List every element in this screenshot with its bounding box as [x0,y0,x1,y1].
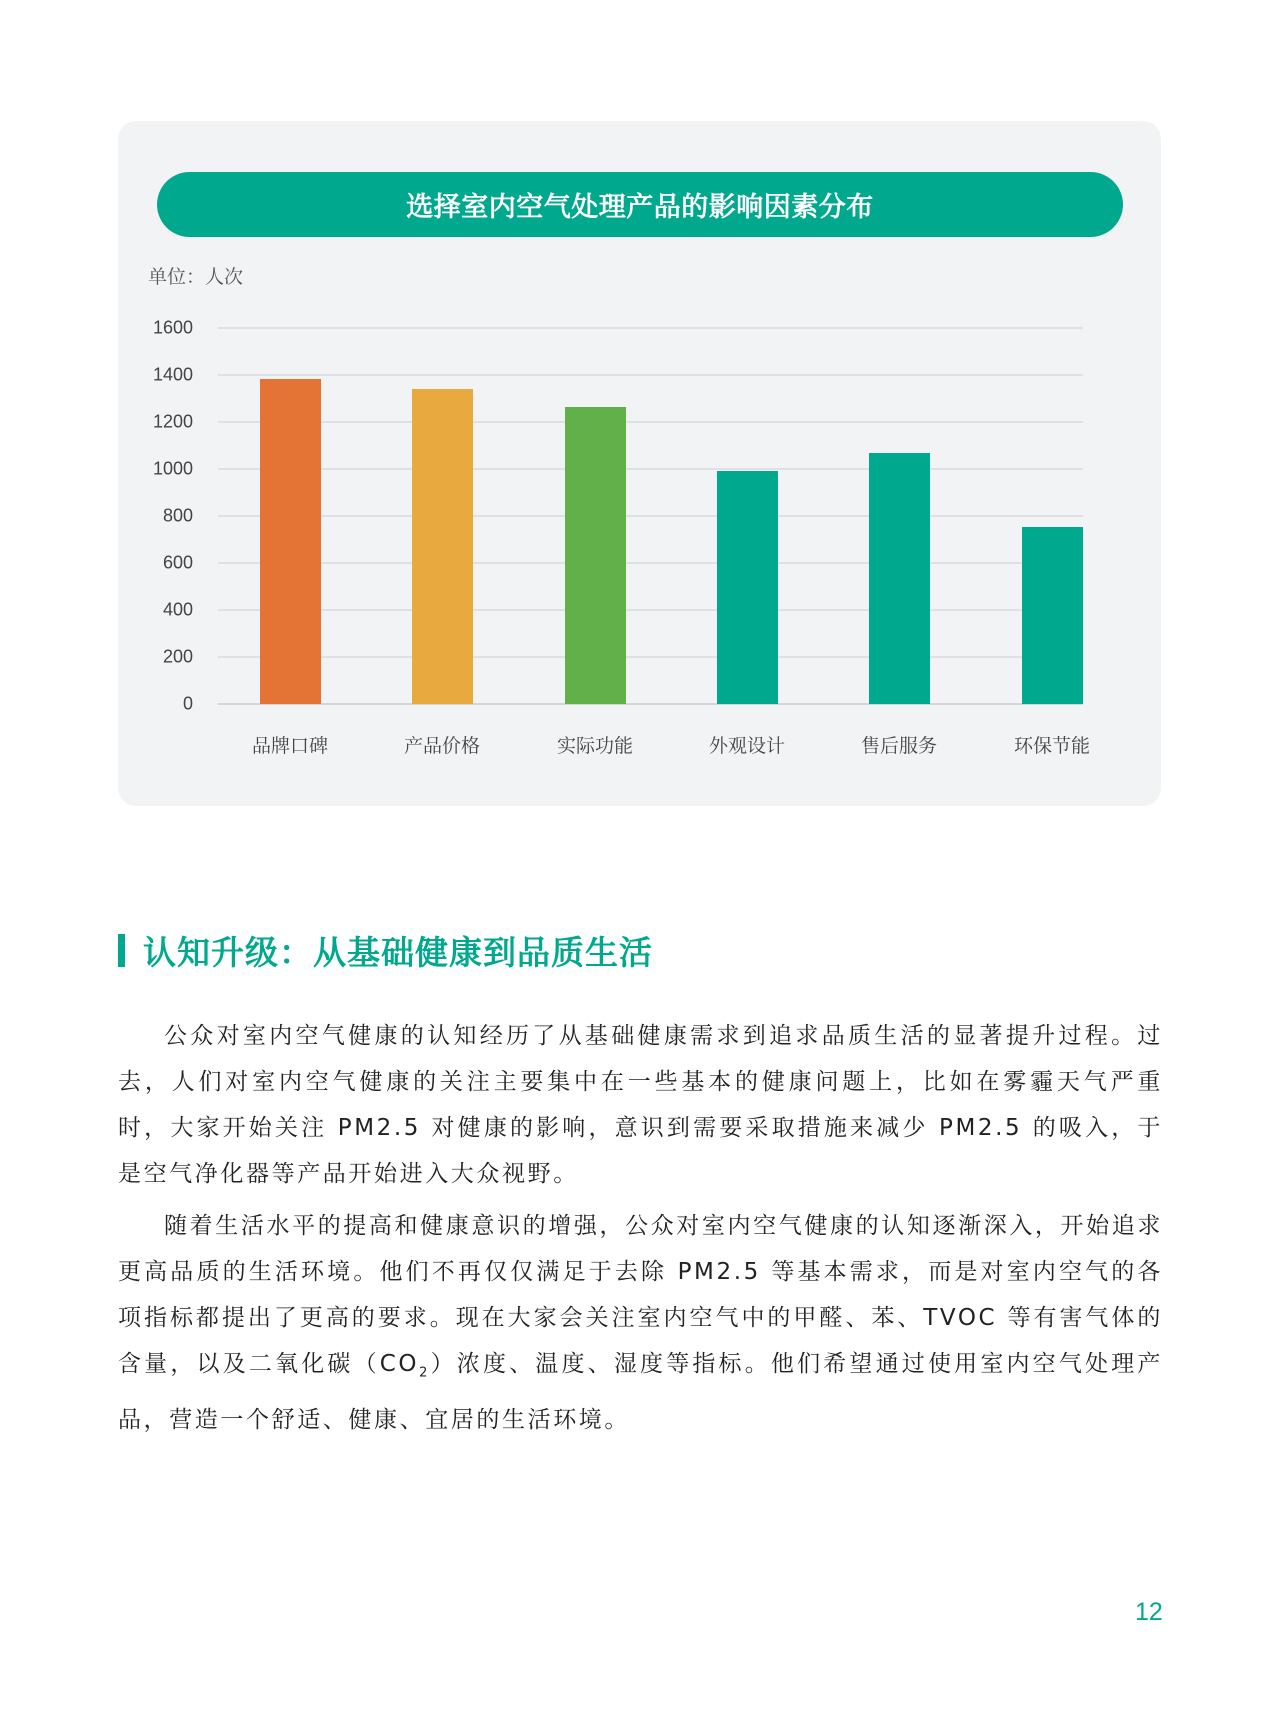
gridline [218,609,1083,611]
y-axis-tick-label: 1600 [152,317,193,338]
y-axis-tick-label: 0 [182,693,193,714]
y-axis-tick-label: 600 [162,552,193,573]
paragraph-2-part-2: ）浓度、温度、湿度等指标。他们希望通过使用室内空气处理产品，营造一个舒适、健康、宜居的生活环境。 [118,1351,1163,1433]
bar-4 [717,471,778,704]
y-axis-tick-label: 1200 [152,411,193,432]
section-accent-bar [118,934,125,967]
gridline [218,562,1083,564]
y-axis-tick-label: 400 [162,599,193,620]
paragraph-1 [118,1013,1163,1197]
x-axis-category-label: 产品价格 [403,735,480,757]
page-number: 12 [1135,1598,1163,1626]
section-heading-text: 认知升级：从基础健康到品质生活 [143,932,653,972]
y-axis-tick-label: 800 [162,505,193,526]
co2-subscript: 2 [419,1365,431,1381]
bar-chart-plot [118,121,1161,806]
chart-card [118,121,1161,806]
x-axis-category-label: 外观设计 [708,735,785,757]
x-axis-category-label: 环保节能 [1013,735,1090,757]
x-axis-category-label: 售后服务 [860,735,937,757]
y-axis-tick-label: 1000 [152,458,193,479]
x-axis-category-label: 品牌口碑 [251,735,328,757]
chart-unit-label: 单位：人次 [148,266,244,288]
gridline [218,468,1083,470]
gridline [218,374,1083,376]
paragraph-2 [118,1203,1163,1443]
section-heading [118,930,653,970]
bar-5 [869,453,930,704]
y-axis-tick-label: 1400 [152,364,193,385]
bar-6 [1022,527,1083,704]
gridline [218,703,1083,705]
x-axis-category-label: 实际功能 [556,735,633,757]
gridline [218,656,1083,658]
y-axis-tick-label: 200 [162,646,193,667]
gridline [218,327,1083,329]
gridline [218,421,1083,423]
bar-1 [260,379,321,704]
paragraph-2-part-1: 随着生活水平的提高和健康意识的增强，公众对室内空气健康的认知逐渐深入，开始追求更高品质的生活环境。他们不再仅仅满足于去除 PM2.5 等基本需求，而是对室内空气的各项指标都提出了更高的要求。现在大家会关注室内空气中的甲醛、苯、TVOC 等有害气体的含量，以及二氧化碳（CO [118,1213,1163,1377]
paragraph-2-text [118,1203,1163,1443]
bar-2 [412,389,473,704]
bar-3 [565,407,626,704]
chart-title: 选择室内空气处理产品的影响因素分布 [406,192,874,223]
paragraph-1-text: 公众对室内空气健康的认知经历了从基础健康需求到追求品质生活的显著提升过程。过去，人们对室内空气健康的关注主要集中在一些基本的健康问题上，比如在雾霾天气严重时，大家开始关注 PM2.5 对健康的影响，意识到需要采取措施来减少 PM2.5 的吸入，于是空气净化器等产品开始进入大众视野。 [118,1023,1163,1187]
gridline [218,515,1083,517]
